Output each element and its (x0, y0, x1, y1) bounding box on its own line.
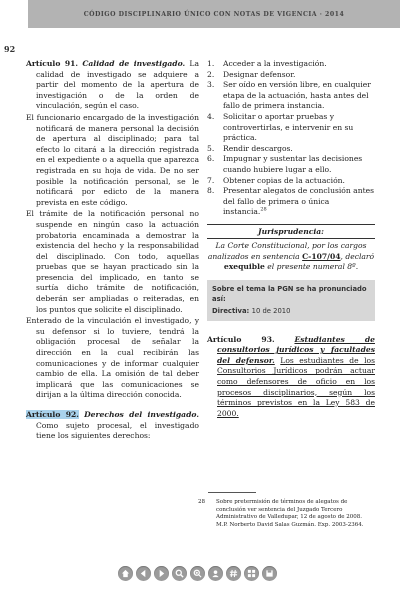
jurisprudence-title: Jurisprudencia: (207, 227, 375, 239)
footnote-number: 28 (198, 499, 205, 505)
back-icon[interactable] (136, 566, 151, 581)
forward-icon[interactable] (154, 566, 169, 581)
jurisprudence-bold: exequible (223, 262, 265, 272)
home-icon[interactable] (118, 566, 133, 581)
right-column (207, 59, 375, 420)
article-93-number: Artículo 93. (207, 334, 275, 344)
jurisprudence-text: La Corte Constitucional, por los cargos analizados en sentencia (207, 241, 367, 261)
list-item: 4. Solicitar o aportar pruebas y controvertirlas, e intervenir en su práctica. (207, 111, 354, 143)
article-91-text: La calidad de investigado se adquiere a partir del momento de la apertura de investigación o de la orden de vinculación, según el caso. (36, 59, 199, 111)
article-91-title: Calidad de investigado. (82, 59, 186, 68)
footnote (198, 499, 368, 529)
article-91 (26, 59, 199, 112)
jurisprudence-text: el presente numeral 8º. (267, 262, 359, 272)
jurisprudence-text: , declaró (340, 251, 375, 261)
left-column (26, 59, 199, 443)
list-item: 3. Ser oído en versión libre, en cualquier etapa de la actuación, hasta antes del fallo de primera instancia. (207, 80, 371, 111)
list-item: 2. Designar defensor. (207, 69, 296, 79)
list-item: 1. Acceder a la investigación. (207, 59, 327, 68)
article-93-title: Estudiantes de consultorios jurídicos y facultades del defensor. (217, 334, 375, 365)
grid-icon[interactable] (244, 566, 259, 581)
bookmark-icon[interactable] (208, 566, 223, 581)
article-93 (207, 335, 375, 420)
page-number: 92 (4, 44, 16, 54)
article-91-number: Artículo 91. (26, 59, 79, 68)
footnote-ref[interactable]: 28 (260, 206, 267, 213)
pgn-line: Sobre el tema la PGN se ha pronunciado así: (212, 284, 367, 303)
article-92-number: Artículo 92. (26, 410, 79, 419)
paragraph-notification: El funcionario encargado de la investigación notificará de manera personal la decisión de apertura al disciplinado; para tal efecto lo citará a la dirección registrada en el expediente o a aquella que aparezca registrada en su hoja de vida. De no ser posible la notificación personal, se le notificará por edicto de la manera prevista en este código. (26, 112, 199, 207)
paragraph-procedure: El trámite de la notificación personal no suspende en ningún caso la actuación probatoria encaminada a demostrar la existencia del hecho y la responsabilidad del disciplinado. Con todo, aquellas pruebas que se hayan practicado sin la presencia del implicado, en tanto se surtía dicho trámite de notificación, deberán ser ampliadas o reiteradas, en los puntos que solicite el disciplinado. (26, 209, 199, 314)
article-92 (26, 410, 199, 442)
article-93-text: Los estudiantes de los Consultorios Jurídicos podrán actuar como defensores de oficio en los procesos disciplinarios, según los términos previstos en la Ley 583 de 2000. (217, 355, 376, 418)
jurisprudence-box (207, 224, 375, 273)
list-item: 8. Presentar alegatos de conclusión antes del fallo de primera o única instancia.$^{28}$ (207, 186, 375, 217)
rights-list (207, 59, 375, 218)
zoom-icon[interactable] (190, 566, 205, 581)
article-92-text: Como sujeto procesal, el investigado tiene los siguientes derechos: (36, 420, 199, 441)
article-92-title: Derechos del investigado. (84, 410, 199, 419)
paragraph-address: Enterado de la vinculación el investigado, y su defensor si lo tuviere, tendrá la obligación procesal de señalar la dirección en la cual recibirán las comunicaciones y de informar cualquier cambio de ella. La omisión de tal deber implicará que las comunicaciones se dirijan a la última dirección conocida. (26, 316, 199, 400)
hash-icon[interactable] (226, 566, 241, 581)
footnote-divider (208, 492, 256, 493)
directive-line: Directiva: 10 de 2010 (212, 306, 291, 315)
list-item: 6. Impugnar y sustentar las decisiones cuando hubiere lugar a ello. (207, 154, 363, 174)
save-icon[interactable] (262, 566, 277, 581)
list-item: 5. Rendir descargos. (207, 143, 293, 153)
search-icon[interactable] (172, 566, 187, 581)
sentence-link[interactable]: C-107/04 (302, 251, 341, 261)
reader-toolbar (118, 566, 277, 582)
list-item: 7. Obtener copias de la actuación. (207, 175, 345, 185)
running-header: CÓDIGO DISCIPLINARIO ÚNICO CON NOTAS DE VIGENCIA · 2014 (83, 11, 345, 18)
footnote-text: Sobre pretermisión de términos de alegatos de conclusión ver sentencia del Juzgado Tercero Administrativo de Valledupar, 12 de agosto de 2008. M.P. Norberto David Salas Guzmán. Exp. 2003-2364. (216, 499, 364, 528)
pgn-box (207, 280, 375, 321)
